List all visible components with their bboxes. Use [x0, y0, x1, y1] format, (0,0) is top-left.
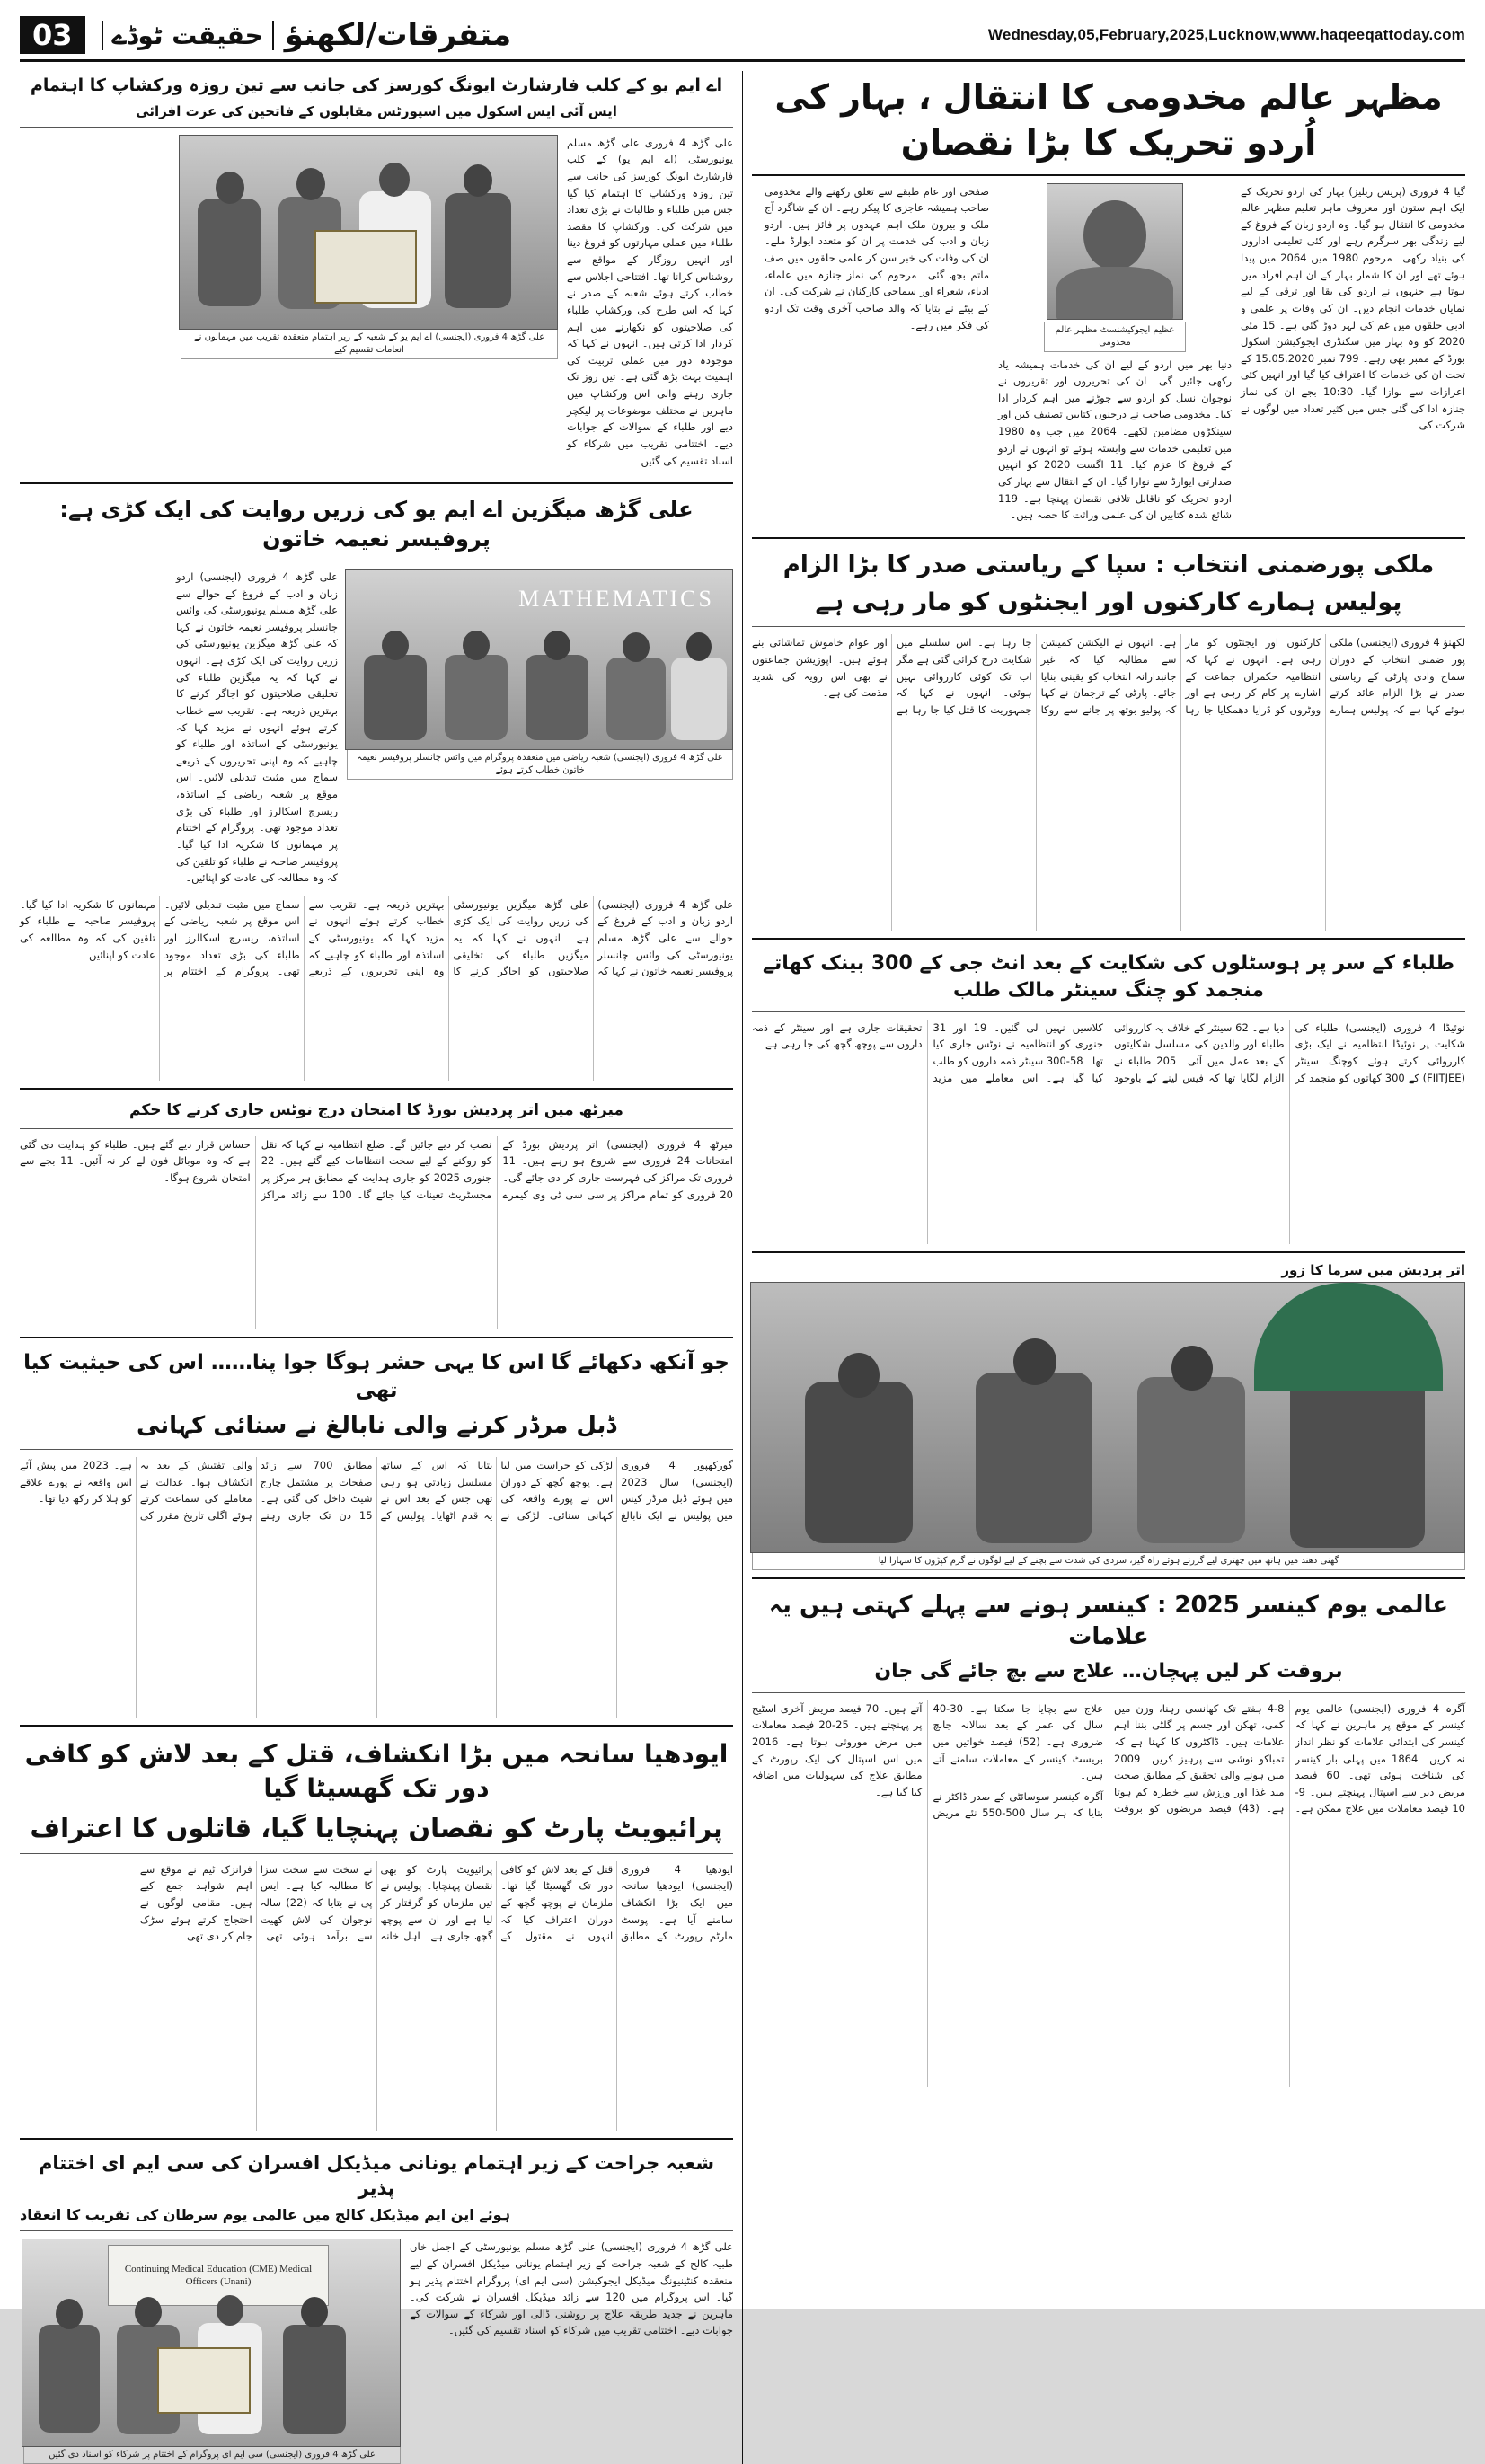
- article-ayodhya: [20, 1734, 733, 2131]
- murder-body: گورکھپور 4 فروری (ایجنسی) سال 2023 میں ہوئے ڈبل مرڈر کیس میں پولیس نے ایک نابالغ لڑکی کو حراست میں لیا ہے۔ پوچھ گچھ کے دوران اس نے پورے واقعہ کی کہانی سنائی۔ لڑکی نے بتایا کہ اس کے ساتھ مسلسل زیادتی ہو رہی تھی جس کے بعد اس نے یہ قدم اٹھایا۔ پولیس کے مطابق 700 سے زائد صفحات پر مشتمل چارج شیٹ داخل کی گئی ہے۔ 15 دن تک جاری رہنے والی تفتیش کے بعد یہ انکشاف ہوا۔ عدالت نے معاملے کی سماعت کرتے ہوئے اگلی تاریخ مقرر کی ہے۔ 2023 میں پیش آئے اس واقعہ نے پورے علاقے کو ہلا کر رکھ دیا تھا۔: [20, 1458, 733, 1522]
- magazine-body-cols: علی گڑھ 4 فروری (ایجنسی) اردو زبان و ادب کے فروغ کے حوالے سے علی گڑھ مسلم یونیورسٹی کی وائس چانسلر پروفیسر نعیمہ خاتون نے کہا کہ علی گڑھ میگزین یونیورسٹی کی زریں روایت کی ایک کڑی ہے۔ انہوں نے کہا کہ یہ میگزین طلباء کی تخلیقی صلاحیتوں کو اجاگر کرنے کا بہترین ذریعہ ہے۔ تقریب سے خطاب کرتے ہوئے انہوں نے مزید کہا کہ یونیورسٹی کے اساتذہ اور طلباء کو چاہیے کہ وہ اپنی تحریروں کے ذریعے سماج میں مثبت تبدیلی لائیں۔ اس موقع پر شعبہ ریاضی کے اساتذہ، ریسرچ اسکالرز اور طلباء کی بڑی تعداد موجود تھی۔ پروگرام کے اختتام پر مہمانوں کا شکریہ ادا کیا گیا۔ پروفیسر صاحبہ نے طلباء کو تلقین کی کہ وہ مطالعہ کی عادت کو اپنائیں۔: [20, 897, 734, 978]
- board-exam-body: میرٹھ 4 فروری (ایجنسی) اتر پردیش بورڈ کے امتحانات 24 فروری سے شروع ہو رہے ہیں۔ 11 فروری تک مراکز کی فہرست جاری کر دی جائے گی۔ 20 فروری کو تمام مراکز پر سی سی ٹی وی کیمرے نصب کر دیے جائیں گے۔ ضلع انتظامیہ نے کہا کہ نقل کو روکنے کے لیے سخت انتظامات کیے گئے ہیں۔ 22 جنوری 2025 کو جاری ہدایت کے مطابق ہر مرکز پر مجسٹریٹ تعینات کیا جائے گا۔ 100 سے زائد مراکز حساس قرار دیے گئے ہیں۔ طلباء کو ہدایت دی گئی ہے کہ وہ موبائل فون لے کر نہ آئیں۔ 11 بجے سے امتحان شروع ہوگا۔: [20, 1137, 733, 1201]
- cme-banner-text: Continuing Medical Education (CME) Medical Officers (Unani): [108, 2245, 329, 2306]
- cme-body-left: علی گڑھ 4 فروری (ایجنسی) علی گڑھ مسلم یونیورسٹی کے اجمل خاں طبیہ کالج کے شعبہ جراحت کے زیر اہتمام یونانی میڈیکل افسران کے لیے منعقدہ کنٹینیونگ میڈیکل ایجوکیشن (سی ایم ای) پروگرام اختتام پذیر ہو گیا۔ اس پروگرام میں 120 سے زائد میڈیکل افسران نے شرکت کی۔ ماہرین نے جدید طریقہ علاج پر روشنی ڈالی اور شرکاء کے سوالات کے جوابات دیے۔ اختتامی تقریب میں شرکاء کو اسناد تقسیم کی گئیں۔: [410, 2240, 734, 2337]
- page-body: [20, 71, 1465, 2464]
- article-murder: [20, 1346, 733, 1718]
- article-board-exam: [20, 1097, 733, 1329]
- cancer-subhead: بروقت کر لیں پہچان… علاج سے بچ جائے گی جان: [874, 1659, 1343, 1682]
- page-title: مظہر عالم مخدومی کا انتقال ، بہار کی اُردو تحریک کا بڑا نقصان: [774, 77, 1443, 163]
- cme-headline: شعبہ جراحت کے زیر اہتمام یونانی میڈیکل افسران کی سی ایم ای اختتام پذیر: [39, 2151, 714, 2199]
- column-divider: [742, 71, 743, 2464]
- cme-photo: [22, 2239, 401, 2447]
- bypoll-headline: ملکی پورضمنی انتخاب : سپا کے ریاستی صدر کا بڑا الزام: [782, 551, 1435, 578]
- page-number: 03: [20, 16, 85, 54]
- masthead-right: [20, 16, 511, 54]
- masthead: [20, 16, 1465, 62]
- article-cme: [20, 2147, 733, 2464]
- lead-photo-caption: عظیم ایجوکیشنسٹ مظہر عالم مخدومی: [1044, 322, 1186, 352]
- bypoll-body: لکھنؤ 4 فروری (ایجنسی) ملکی پور ضمنی انتخاب کے دوران سماج وادی پارٹی کے ریاستی صدر نے بڑا الزام عائد کرتے ہوئے کہا ہے کہ پولیس ہمارے کارکنوں اور ایجنٹوں کو مار رہی ہے۔ انہوں نے کہا کہ انتظامیہ حکمراں جماعت کے اشارے پر کام کر رہی ہے اور ووٹروں کو ڈرایا دھمکایا جا رہا ہے۔ انہوں نے الیکشن کمیشن سے مطالبہ کیا کہ غیر جانبدارانہ انتخاب کو یقینی بنایا جائے۔ پارٹی کے ترجمان نے کہا کہ پولیو بوتھ پر جانے سے روکا جا رہا ہے۔ اس سلسلے میں شکایت درج کرائی گئی ہے مگر اب تک کوئی کارروائی نہیں ہوئی۔ انہوں نے کہا کہ جمہوریت کا قتل کیا جا رہا ہے اور عوام خاموش تماشائی بنے ہوئے ہیں۔ اپوزیشن جماعتوں نے بھی اس رویہ کی شدید مذمت کی ہے۔: [752, 636, 1465, 716]
- winter-photo-caption: گھنی دھند میں ہاتھ میں چھتری لیے گزرتے ہوئے راہ گیر، سردی کی شدت سے بچنے کے لیے لوگوں نے گرم کپڑوں کا سہارا لیا: [752, 1553, 1465, 1570]
- workshop-photo: [179, 135, 558, 330]
- lead-body-col3: گیا 4 فروری (پریس ریلیز) بہار کی اردو تحریک کے ایک اہم ستون اور معروف ماہر تعلیم مظہر عالم مخدومی کا انتقال ہو گیا۔ وہ اردو زبان کے فروغ کے لیے زندگی بھر سرگرم رہے اور کئی تعلیمی اداروں کی بنیاد رکھی۔ مرحوم 1980 میں 2064 میں پیدا ہوئے تھے اور ان کا شمار بہار کے ان اہم افراد میں ہوتا ہے جنہوں نے اردو کی بقا اور ترقی کے لیے نمایاں خدمات انجام دیں۔ ان کی وفات پر علمی و ادبی حلقوں میں غم کی لہر دوڑ گئی ہے۔ 15 مئی 2020 کو وہ بہار میں سکنڈری ایجوکیشن اسکول بورڈ کے ممبر بھی رہے۔ 799 نمبر 15.05.2020 کے تحت ان کی خدمات کا اعتراف کیا گیا اور انہیں کئی اعزازات سے نوازا گیا۔ 10:30 بجے ان کی نماز جنازہ ادا کی گئی جس میں کثیر تعداد میں لوگوں نے شرکت کی۔: [1241, 184, 1466, 432]
- bypoll-subhead: پولیس ہمارے کارکنوں اور ایجنٹوں کو مار رہی ہے: [815, 587, 1402, 616]
- winter-photo: [750, 1282, 1465, 1553]
- magazine-photo-caption: علی گڑھ 4 فروری (ایجنسی) شعبہ ریاضی میں منعقدہ پروگرام میں وائس چانسلر پروفیسر نعیمہ خاتون خطاب کرتے ہوئے: [347, 750, 733, 780]
- right-column: [752, 71, 1465, 2464]
- lead-photo: [1047, 183, 1183, 320]
- cme-subhead: ہوئے این ایم میڈیکل کالج میں عالمی یوم سرطان کی تقریب کا انعقاد: [20, 2206, 511, 2224]
- left-column: [20, 71, 733, 2464]
- murder-headline: جو آنکھ دکھائے گا اس کا یہی حشر ہوگا جوا پنا…… اس کی حیثیت کیا تھی: [23, 1350, 729, 1402]
- article-workshop: [20, 71, 733, 473]
- ayodhya-body: ایودھیا 4 فروری (ایجنسی) ایودھیا سانحہ میں ایک بڑا انکشاف سامنے آیا ہے۔ پوسٹ مارٹم رپورٹ کے مطابق قتل کے بعد لاش کو کافی دور تک گھسیٹا گیا تھا۔ ملزمان نے پوچھ گچھ کے دوران اعتراف کیا کہ انہوں نے مقتول کے پرائیویٹ پارٹ کو بھی نقصان پہنچایا۔ پولیس نے تین ملزمان کو گرفتار کر لیا ہے اور ان سے پوچھ گچھ جاری ہے۔ اہل خانہ نے سخت سے سخت سزا کا مطالبہ کیا ہے۔ ایس پی نے بتایا کہ (22) سالہ نوجوان کی لاش کھیت سے برآمد ہوئی تھی۔ فرانزک ٹیم نے موقع سے اہم شواہد جمع کیے ہیں۔ مقامی لوگوں نے احتجاج کرتے ہوئے سڑک جام کر دی تھی۔: [139, 1862, 734, 1943]
- ayodhya-subhead: پرائیویٹ پارٹ کو نقصان پہنچایا گیا، قاتلوں کا اعتراف: [30, 1812, 723, 1843]
- article-winter: [752, 1260, 1465, 1570]
- coaching-body: نوئیڈا 4 فروری (ایجنسی) طلباء کی شکایت پر نوئیڈا انتظامیہ نے ایک بڑی کارروائی کرتے ہوئے کوچنگ سینٹر (FIITJEE) کے 300 کھاتوں کو منجمد کر دیا ہے۔ 62 سینٹر کے خلاف یہ کارروائی طلباء اور والدین کی مسلسل شکایتوں کے بعد عمل میں آئی۔ 205 طلباء نے الزام لگایا تھا کہ فیس لینے کے باوجود کلاسیں نہیں لی گئیں۔ 19 اور 31 جنوری کو انتظامیہ نے نوٹس جاری کیا تھا۔ 58-300 سینٹر ذمہ داروں کو طلب کیا گیا ہے۔ اس معاملے میں مزید تحقیقات جاری ہے اور سینٹر کے ذمہ داروں سے پوچھ گچھ کی جا رہی ہے۔: [752, 1020, 1465, 1084]
- article-magazine: [20, 491, 733, 1081]
- workshop-headline: اے ایم یو کے کلب فارشارٹ ایونگ کورسز کی جانب سے تین روزہ ورکشاپ کا اہتمام: [30, 75, 723, 95]
- magazine-body: علی گڑھ 4 فروری (ایجنسی) اردو زبان و ادب کے فروغ کے حوالے سے علی گڑھ مسلم یونیورسٹی کی وائس چانسلر پروفیسر نعیمہ خاتون نے کہا کہ علی گڑھ میگزین یونیورسٹی کی زریں روایت کی ایک کڑی ہے۔ انہوں نے کہا کہ یہ میگزین طلباء کی تخلیقی صلاحیتوں کو اجاگر کرنے کا بہترین ذریعہ ہے۔ تقریب سے خطاب کرتے ہوئے انہوں نے مزید کہا کہ یونیورسٹی کے اساتذہ اور طلباء کو چاہیے کہ وہ اپنی تحریروں کے ذریعے سماج میں مثبت تبدیلی لائیں۔ اس موقع پر شعبہ ریاضی کے اساتذہ، ریسرچ اسکالرز اور طلباء کی بڑی تعداد موجود تھی۔ پروگرام کے اختتام پر مہمانوں کا شکریہ ادا کیا گیا۔ پروفیسر صاحبہ نے طلباء کو تلقین کی کہ وہ مطالعہ کی عادت کو اپنائیں۔: [176, 570, 338, 885]
- murder-subhead: ڈبل مرڈر کرنے والی نابالغ نے سنائی کہانی: [137, 1411, 616, 1439]
- workshop-subhead: ایس آئی ایس اسکول میں اسپورٹس مقابلوں کے فاتحین کی عزت افزائی: [136, 102, 617, 119]
- article-lead: [752, 71, 1465, 528]
- article-cancer: [752, 1586, 1465, 2087]
- winter-kicker: اتر پردیش میں سرما کا زور: [1281, 1261, 1465, 1278]
- paper-logo: حقیقت ٹوڈے: [102, 21, 274, 50]
- cancer-headline: عالمی یوم کینسر 2025 : کینسر ہونے سے پہلے کہتی ہیں یہ علامات: [768, 1591, 1449, 1650]
- coaching-headline: طلباء کے سر پر ہوسٹلوں کی شکایت کے بعد انٹ جی کے 300 بینک کھاتے منجمد کو چنگ سینٹر مالک طلب: [763, 952, 1454, 1002]
- section-title: متفرقات/لکھنؤ: [284, 17, 512, 53]
- cme-photo-caption: علی گڑھ 4 فروری (ایجنسی) سی ایم ای پروگرام کے اختتام پر شرکاء کو اسناد دی گئیں: [23, 2447, 401, 2464]
- board-exam-headline: میرٹھ میں اتر پردیش بورڈ کا امتحان درج نوٹس جاری کرنے کا حکم: [129, 1100, 623, 1119]
- lead-body-col2: دنیا بھر میں اردو کے لیے ان کی خدمات ہمیشہ یاد رکھی جائیں گی۔ ان کی تحریروں اور تقریروں نے نوجوان نسل کو اردو سے جوڑنے میں اہم کردار ادا کیا۔ مخدومی صاحب نے درجنوں کتابیں تصنیف کیں اور سینکڑوں مضامین لکھے۔ 2064 میں جب وہ 1980 میں تعلیمی خدمات سے وابستہ ہوئے تو انہوں نے اردو کے فروغ کا عزم کیا۔ 11 اگست 2020 کو انہیں صدارتی ایوارڈ سے نوازا گیا۔ ان کے انتقال سے بہار کی اردو تحریک کو ناقابل تلافی نقصان پہنچا ہے۔ 119 شائع شدہ کتابیں ان کی علمی وراثت کا حصہ ہیں۔: [998, 358, 1232, 522]
- lead-body-col1: صفحی اور عام طبقے سے تعلق رکھنے والے مخدومی صاحب ہمیشہ عاجزی کا پیکر رہے۔ ان کے شاگرد آج ملک و بیرون ملک اہم عہدوں پر فائز ہیں۔ اردو زبان و ادب کی خدمت پر ان کو متعدد ایوارڈ ملے۔ ان کی وفات کی خبر سن کر علمی حلقوں میں صف ماتم بچھ گئی۔ مرحوم کی نماز جنازہ میں علماء، ادباء، شعراء اور سماجی کارکنان نے شرکت کی۔ ان کے بیٹے نے بتایا کہ والد صاحب آخری وقت تک اردو کی فکر میں رہے۔: [765, 184, 989, 331]
- workshop-body-left: علی گڑھ 4 فروری علی گڑھ مسلم یونیورسٹی (اے ایم یو) کے کلب فارشارٹ ایونگ کورسز کی جانب سے تین روزہ ورکشاپ کا اہتمام کیا گیا جس میں طلباء و طالبات نے بڑی تعداد میں شرکت کی۔ ورکشاپ کا مقصد طلباء میں عملی مہارتوں کو فروغ دینا اور انہیں روزگار کے مواقع سے روشناس کرانا تھا۔ افتتاحی اجلاس سے خطاب کرتے ہوئے شعبہ کے صدر نے کہا کہ اس طرح کی ورکشاپ طلباء کی صلاحیتوں کو نکھارنے میں اہم کردار ادا کرتی ہیں۔ انہوں نے کہا کہ موجودہ دور میں عملی تربیت کی اہمیت بہت بڑھ گئی ہے۔ تین روز تک جاری رہنے والی اس ورکشاپ میں ماہرین نے مختلف موضوعات پر لیکچر دیے اور طلباء کے سوالات کے جوابات دیے۔ اختتامی تقریب میں شرکاء کو اسناد تقسیم کی گئیں۔: [567, 136, 733, 467]
- ayodhya-headline: ایودھیا سانحہ میں بڑا انکشاف، قتل کے بعد لاش کو کافی دور تک گھسیٹا گیا: [24, 1738, 729, 1803]
- article-coaching: [752, 947, 1465, 1243]
- magazine-photo: MATHEMATICS: [345, 569, 733, 750]
- workshop-photo-caption: علی گڑھ 4 فروری (ایجنسی) اے ایم یو کے شعبہ کے زیر اہتمام منعقدہ تقریب میں مہمانوں نے انعامات تقسیم کیے: [181, 330, 558, 359]
- dateline: Wednesday,05,February,2025,Lucknow,www.haqeeqattoday.com: [987, 26, 1465, 43]
- magazine-headline: علی گڑھ میگزین اے ایم یو کی زریں روایت کی ایک کڑی ہے: پروفیسر نعیمہ خاتون: [59, 497, 694, 552]
- article-bypoll: [752, 546, 1465, 932]
- cancer-body: آگرہ 4 فروری (ایجنسی) عالمی یوم کینسر کے موقع پر ماہرین نے کہا کہ کینسر کی ابتدائی علامات کو نظر انداز نہ کریں۔ 1864 میں پہلی بار کینسر کی شناخت ہوئی تھی۔ 60 فیصد مریض دیر سے اسپتال پہنچتے ہیں۔ 9-10 فیصد معاملات میں علاج ممکن ہے۔ 8-4 ہفتے تک کھانسی رہنا، وزن میں کمی، تھکن اور جسم پر گلٹی بننا اہم علامات ہیں۔ ڈاکٹروں کا کہنا ہے کہ تمباکو نوشی سے پرہیز کریں۔ 2009 میں ہونے والی تحقیق کے مطابق صحت مند غذا اور ورزش سے خطرہ کم ہوتا ہے۔ (43) فیصد مریضوں کو بروقت علاج سے بچایا جا سکتا ہے۔ 30-40 سال کی عمر کے بعد سالانہ جانچ ضروری ہے۔ (52) فیصد خواتین میں بریسٹ کینسر کے معاملات سامنے آتے ہیں۔ آگرہ کینسر سوسائٹی کے صدر ڈاکٹر نے بتایا کہ ہر سال 500-550 نئے مریض آتے ہیں۔ 70 فیصد مریض آخری اسٹیج پر پہنچتے ہیں۔ 25-20 فیصد معاملات میں مرض موروثی ہوتا ہے۔ 2016 میں اس اسپتال کی ایک رپورٹ کے مطابق علاج کی سہولیات میں اضافہ کیا گیا ہے۔: [752, 1701, 1466, 1820]
